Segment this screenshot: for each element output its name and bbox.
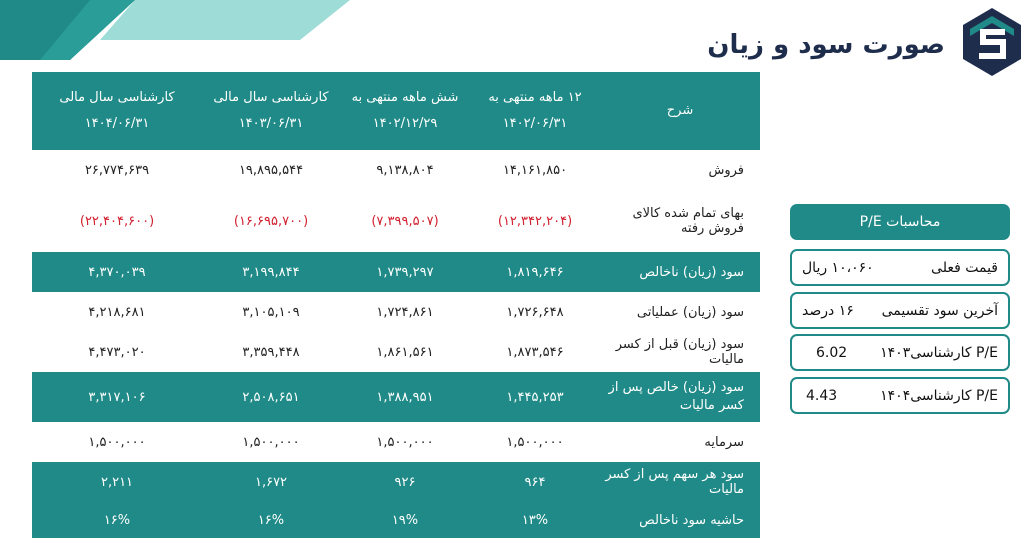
- cell: ۱۶%: [202, 502, 340, 538]
- cell: ۹۲۶: [340, 462, 470, 502]
- table-row: [32, 332, 760, 372]
- cell: ۱۹%: [340, 502, 470, 538]
- row-label: سود هر سهم پس از کسر مالیات: [600, 462, 760, 502]
- header-12-month: ۱۲ ماهه منتهی به ۱۴۰۲/۰۶/۳۱: [470, 72, 600, 150]
- row-label: حاشیه سود ناخالص: [600, 502, 760, 538]
- pe-row-last-dividend: [790, 292, 1010, 329]
- cell: ۱,۵۰۰,۰۰۰: [242, 434, 300, 450]
- pe-panel-title: [790, 204, 1010, 240]
- cell: ۲,۲۱۱: [32, 462, 202, 502]
- cell: ۱۳%: [470, 502, 600, 538]
- cell: ۳,۱۹۹,۸۴۴: [202, 252, 340, 292]
- pe-row-label: P/E کارشناسی۱۴۰۴: [880, 387, 998, 404]
- cell: ۱,۸۱۹,۶۴۶: [470, 252, 600, 292]
- header-description: شرح: [600, 72, 760, 150]
- cell: ۳,۳۵۹,۴۴۸: [242, 344, 300, 360]
- table-header-row: [32, 72, 760, 150]
- row-label: بهای تمام شده کالای فروش رفته: [632, 206, 744, 236]
- pe-row-value: 6.02: [816, 344, 848, 361]
- pe-panel-title-text: محاسبات P/E: [859, 214, 941, 230]
- table-row: [32, 150, 760, 190]
- pe-row-value: ۱۶ درصد: [802, 302, 854, 319]
- page-title: صورت سود و زیان: [707, 30, 945, 60]
- cell: (۱۶,۶۹۵,۷۰۰): [233, 213, 309, 229]
- cell: ۱,۵۰۰,۰۰۰: [506, 434, 564, 450]
- pe-row-value: ۱۰،۰۶۰ ریال: [802, 259, 874, 276]
- header-forecast-1403: کارشناسی سال مالی ۱۴۰۳/۰۶/۳۱: [202, 72, 340, 150]
- cell: (۲۲,۴۰۴,۶۰۰): [79, 213, 155, 229]
- header-6-month: شش ماهه منتهی به ۱۴۰۲/۱۲/۲۹: [340, 72, 470, 150]
- pe-row-label: P/E کارشناسی۱۴۰۳: [880, 344, 998, 361]
- pe-row-current-price: [790, 249, 1010, 286]
- cell: ۲,۵۰۸,۶۵۱: [202, 372, 340, 422]
- cell: ۹۶۴: [470, 462, 600, 502]
- cell: ۱۶%: [32, 502, 202, 538]
- cell: ۱۴,۱۶۱,۸۵۰: [502, 162, 568, 178]
- table-row: [32, 462, 760, 502]
- cell: ۱,۷۲۶,۶۴۸: [506, 304, 564, 320]
- income-statement-table: [32, 72, 760, 538]
- cell: ۱,۶۷۲: [202, 462, 340, 502]
- cell: ۴,۴۷۳,۰۲۰: [88, 344, 146, 360]
- decorative-stripes: [0, 0, 360, 60]
- row-label: سود (زیان) ناخالص: [600, 252, 760, 292]
- cell: (۷,۳۹۹,۵۰۷): [371, 213, 439, 229]
- cell: ۹,۱۳۸,۸۰۴: [376, 162, 434, 178]
- row-label: سود (زیان) خالص پس از کسر مالیات: [600, 372, 760, 422]
- cell: ۱,۸۶۱,۵۶۱: [376, 344, 434, 360]
- cell: ۱,۴۴۵,۲۵۳: [470, 372, 600, 422]
- cell: ۳,۳۱۷,۱۰۶: [32, 372, 202, 422]
- cell: (۱۲,۳۴۲,۲۰۴): [497, 213, 573, 229]
- pe-row-pe-1404: [790, 377, 1010, 414]
- row-label: فروش: [708, 162, 744, 178]
- cell: ۱,۸۷۳,۵۴۶: [506, 344, 564, 360]
- cell: ۱,۷۳۹,۲۹۷: [340, 252, 470, 292]
- table-row: [32, 502, 760, 538]
- pe-row-pe-1403: [790, 334, 1010, 371]
- row-label: سود (زیان) قبل از کسر مالیات: [615, 337, 744, 367]
- pe-row-value: 4.43: [806, 387, 838, 404]
- cell: ۱,۵۰۰,۰۰۰: [376, 434, 434, 450]
- table-row: [32, 190, 760, 252]
- row-label: سرمایه: [704, 434, 744, 450]
- pe-row-label: قیمت فعلی: [931, 259, 998, 276]
- pe-row-label: آخرین سود تقسیمی: [881, 302, 998, 319]
- cell: ۴,۲۱۸,۶۸۱: [88, 304, 146, 320]
- cell: ۴,۳۷۰,۰۳۹: [32, 252, 202, 292]
- row-label: سود (زیان) عملیاتی: [636, 304, 744, 320]
- company-logo-icon: [959, 6, 1025, 78]
- table-row: [32, 252, 760, 292]
- cell: ۱,۳۸۸,۹۵۱: [340, 372, 470, 422]
- cell: ۱,۵۰۰,۰۰۰: [88, 434, 146, 450]
- table-row: [32, 292, 760, 332]
- cell: ۱۹,۸۹۵,۵۴۴: [238, 162, 304, 178]
- table-row: [32, 372, 760, 422]
- cell: ۳,۱۰۵,۱۰۹: [242, 304, 300, 320]
- cell: ۲۶,۷۷۴,۶۳۹: [84, 162, 150, 178]
- header-forecast-1404: کارشناسی سال مالی ۱۴۰۴/۰۶/۳۱: [32, 72, 202, 150]
- table-row: [32, 422, 760, 462]
- cell: ۱,۷۲۴,۸۶۱: [376, 304, 434, 320]
